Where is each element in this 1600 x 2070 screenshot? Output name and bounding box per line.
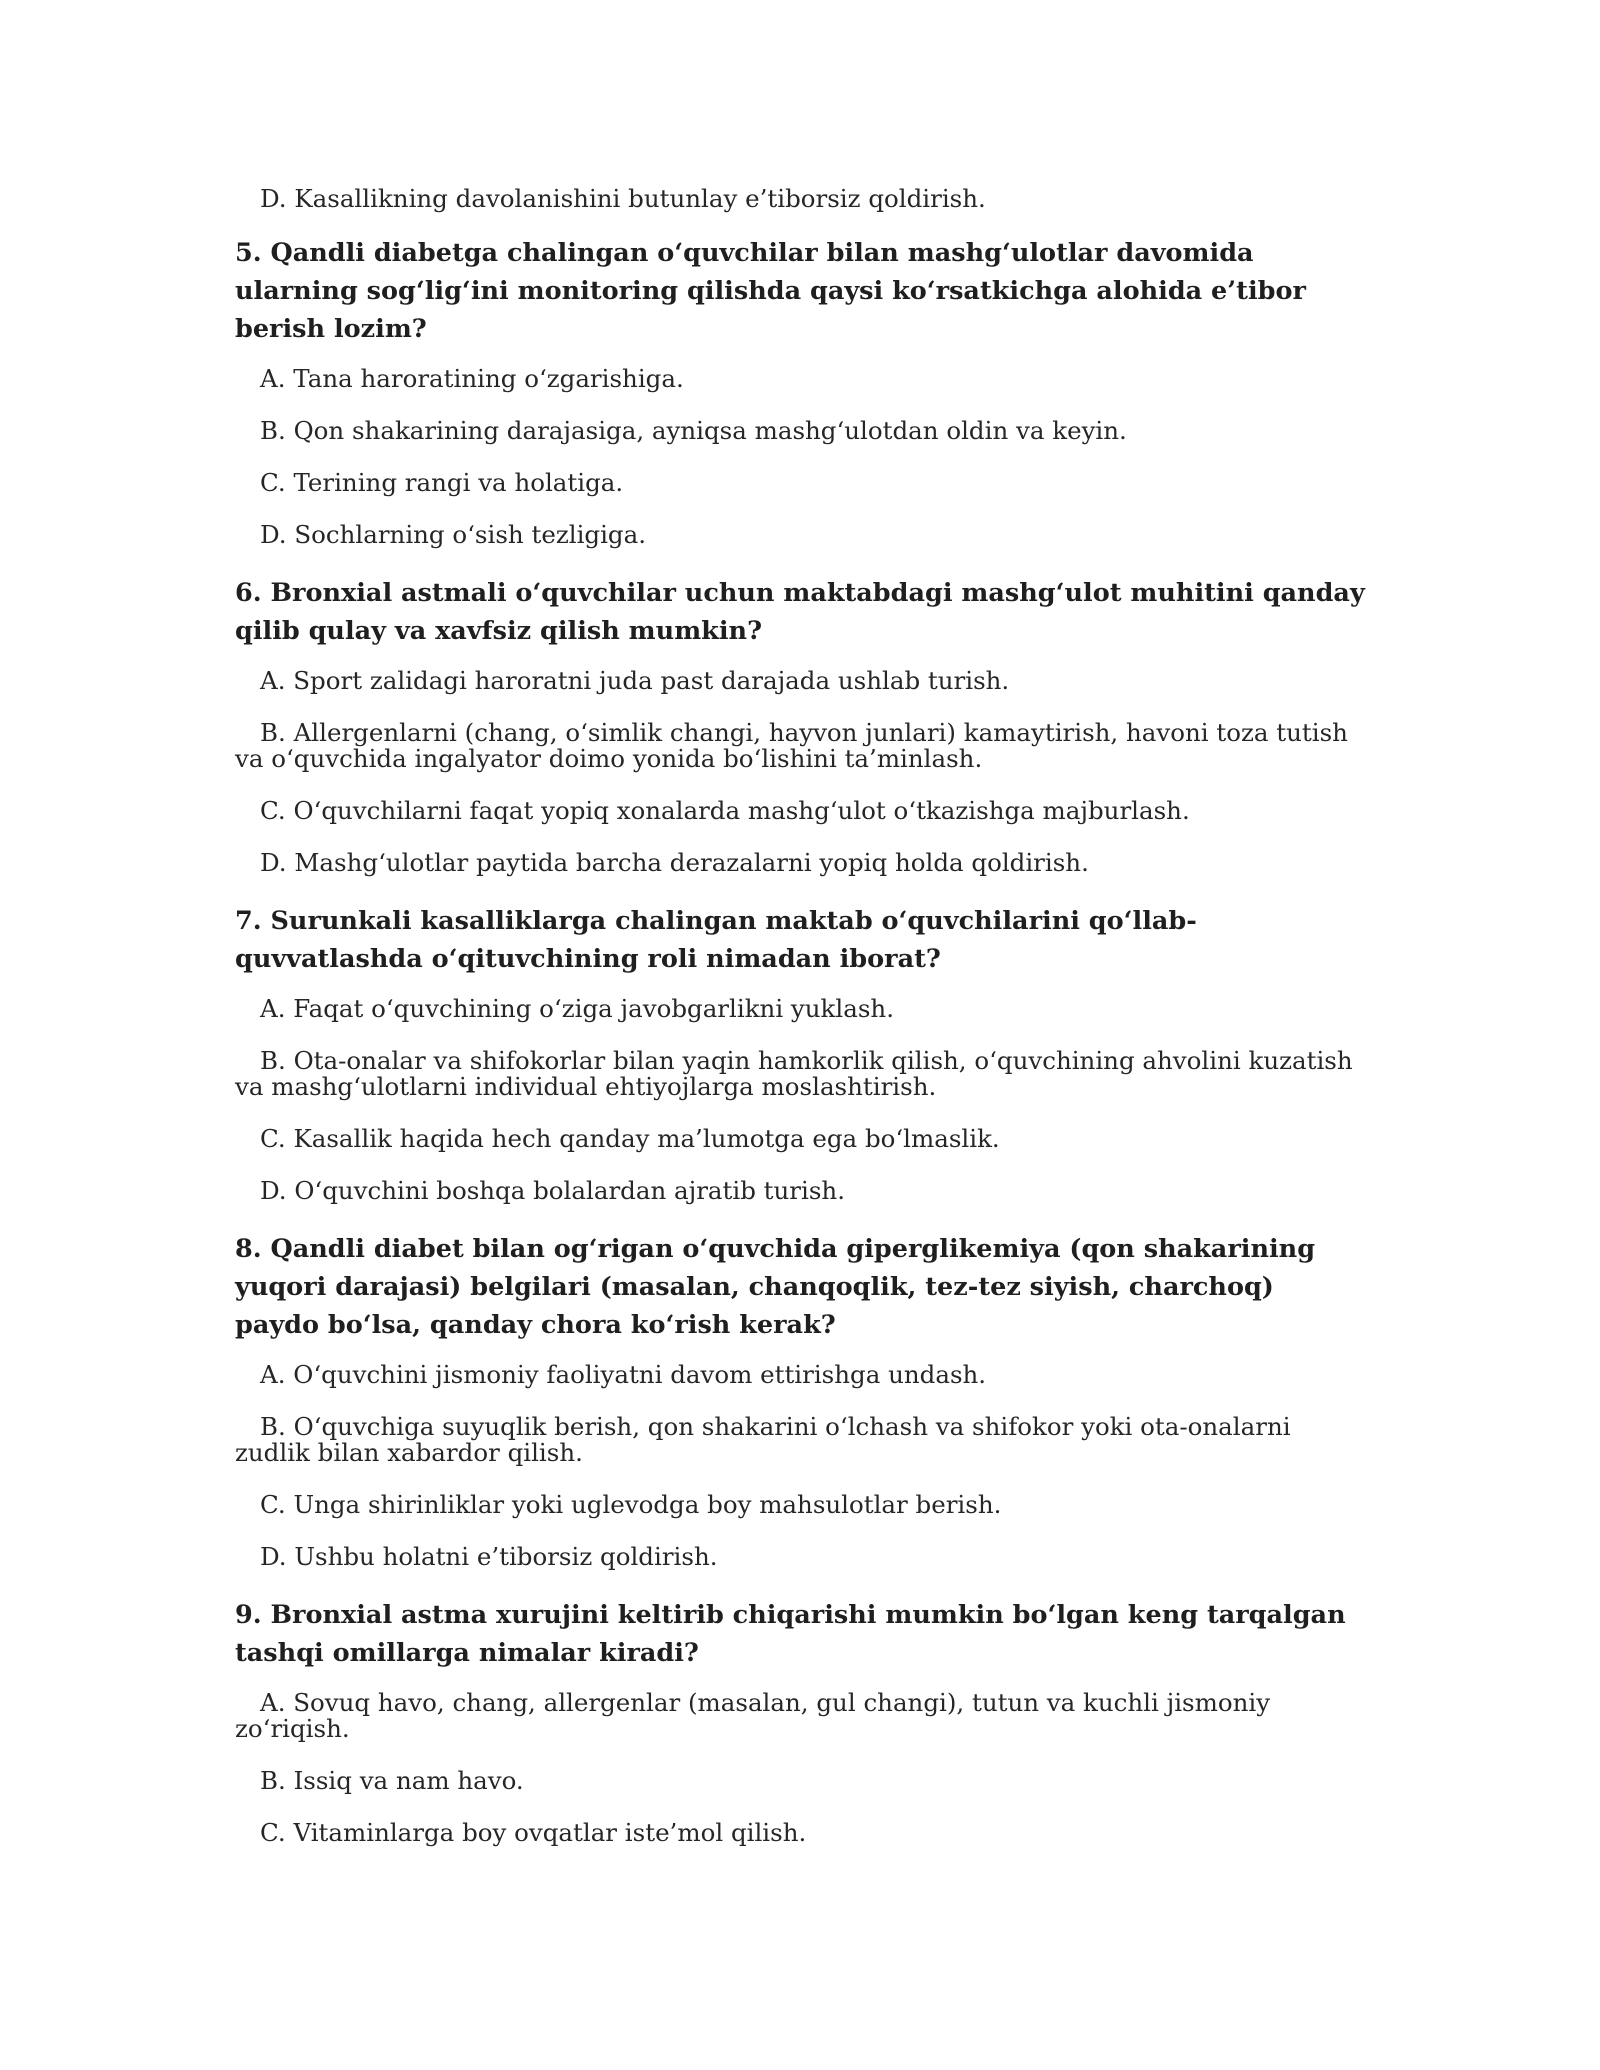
question-block [235, 1230, 1365, 1570]
answer-option: A. Faqat o‘quvchining o‘ziga javobgarlikni yuklash. [260, 994, 894, 1023]
answer-option: B. Allergenlarni (chang, o‘simlik changi, hayvon junlari) kamaytirish, havoni toza tutish va o‘quvchida ingalyator doimo yonida bo‘lishini ta’minlash. [235, 718, 1348, 773]
answer-option: D. Sochlarning o‘sish tezligiga. [260, 520, 647, 549]
answer-option: B. Ota-onalar va shifokorlar bilan yaqin hamkorlik qilish, o‘quvchining ahvolini kuzatish va mashg‘ulotlarni individual ehtiyojlarga moslashtirish. [235, 1046, 1353, 1101]
question-block [235, 902, 1365, 1204]
answer-option: C. Vitaminlarga boy ovqatlar iste’mol qilish. [260, 1818, 807, 1847]
answer-option: D. Kasallikning davolanishini butunlay e’tiborsiz qoldirish. [260, 184, 986, 213]
answer-option: C. O‘quvchilarni faqat yopiq xonalarda mashg‘ulot o‘tkazishga majburlash. [260, 796, 1190, 825]
question-text: 9. Bronxial astma xurujini keltirib chiqarishi mumkin bo‘lgan keng tarqalgan tashqi omillarga nimalar kiradi? [235, 1600, 1346, 1668]
document-page [235, 178, 1365, 1872]
question-list [235, 234, 1365, 1846]
question-text: 8. Qandli diabet bilan og‘rigan o‘quvchida giperglikemiya (qon shakarining yuqori darajasi) belgilari (masalan, chanqoqlik, tez-tez siyish, charchoq) paydo bo‘lsa, qanday chora ko‘rish kerak? [235, 1234, 1316, 1340]
question-text: 7. Surunkali kasalliklarga chalingan maktab o‘quvchilarini qo‘llab-quvvatlashda o‘qituvchining roli nimadan iborat? [235, 906, 1197, 974]
answer-option: A. Sport zalidagi haroratni juda past darajada ushlab turish. [260, 666, 1010, 695]
answer-option: B. Issiq va nam havo. [260, 1766, 524, 1795]
answer-option: A. Sovuq havo, chang, allergenlar (masalan, gul changi), tutun va kuchli jismoniy zo‘riqish. [235, 1688, 1271, 1743]
question-block [235, 574, 1365, 876]
answer-option: A. O‘quvchini jismoniy faoliyatni davom ettirishga undash. [260, 1360, 987, 1389]
answer-option: D. O‘quvchini boshqa bolalardan ajratib turish. [260, 1176, 845, 1205]
question-block [235, 1596, 1365, 1846]
answer-option: C. Unga shirinliklar yoki uglevodga boy mahsulotlar berish. [260, 1490, 1002, 1519]
answer-option: C. Kasallik haqida hech qanday ma’lumotga ega bo‘lmaslik. [260, 1124, 1000, 1153]
answer-option: C. Terining rangi va holatiga. [260, 468, 624, 497]
question-block [235, 234, 1365, 548]
answer-option: A. Tana haroratining o‘zgarishiga. [260, 364, 684, 393]
answer-option: B. Qon shakarining darajasiga, ayniqsa mashg‘ulotdan oldin va keyin. [260, 416, 1127, 445]
answer-option: B. O‘quvchiga suyuqlik berish, qon shakarini o‘lchash va shifokor yoki ota-onalarni zudlik bilan xabardor qilish. [235, 1412, 1291, 1467]
question-text: 6. Bronxial astmali o‘quvchilar uchun maktabdagi mashg‘ulot muhitini qanday qilib qulay va xavfsiz qilish mumkin? [235, 578, 1365, 646]
answer-option: D. Ushbu holatni e’tiborsiz qoldirish. [260, 1542, 718, 1571]
answer-option: D. Mashg‘ulotlar paytida barcha derazalarni yopiq holda qoldirish. [260, 848, 1089, 877]
question-text: 5. Qandli diabetga chalingan o‘quvchilar bilan mashg‘ulotlar davomida ularning sog‘lig‘ini monitoring qilishda qaysi ko‘rsatkichga alohida e’tibor berish lozim? [235, 238, 1306, 344]
